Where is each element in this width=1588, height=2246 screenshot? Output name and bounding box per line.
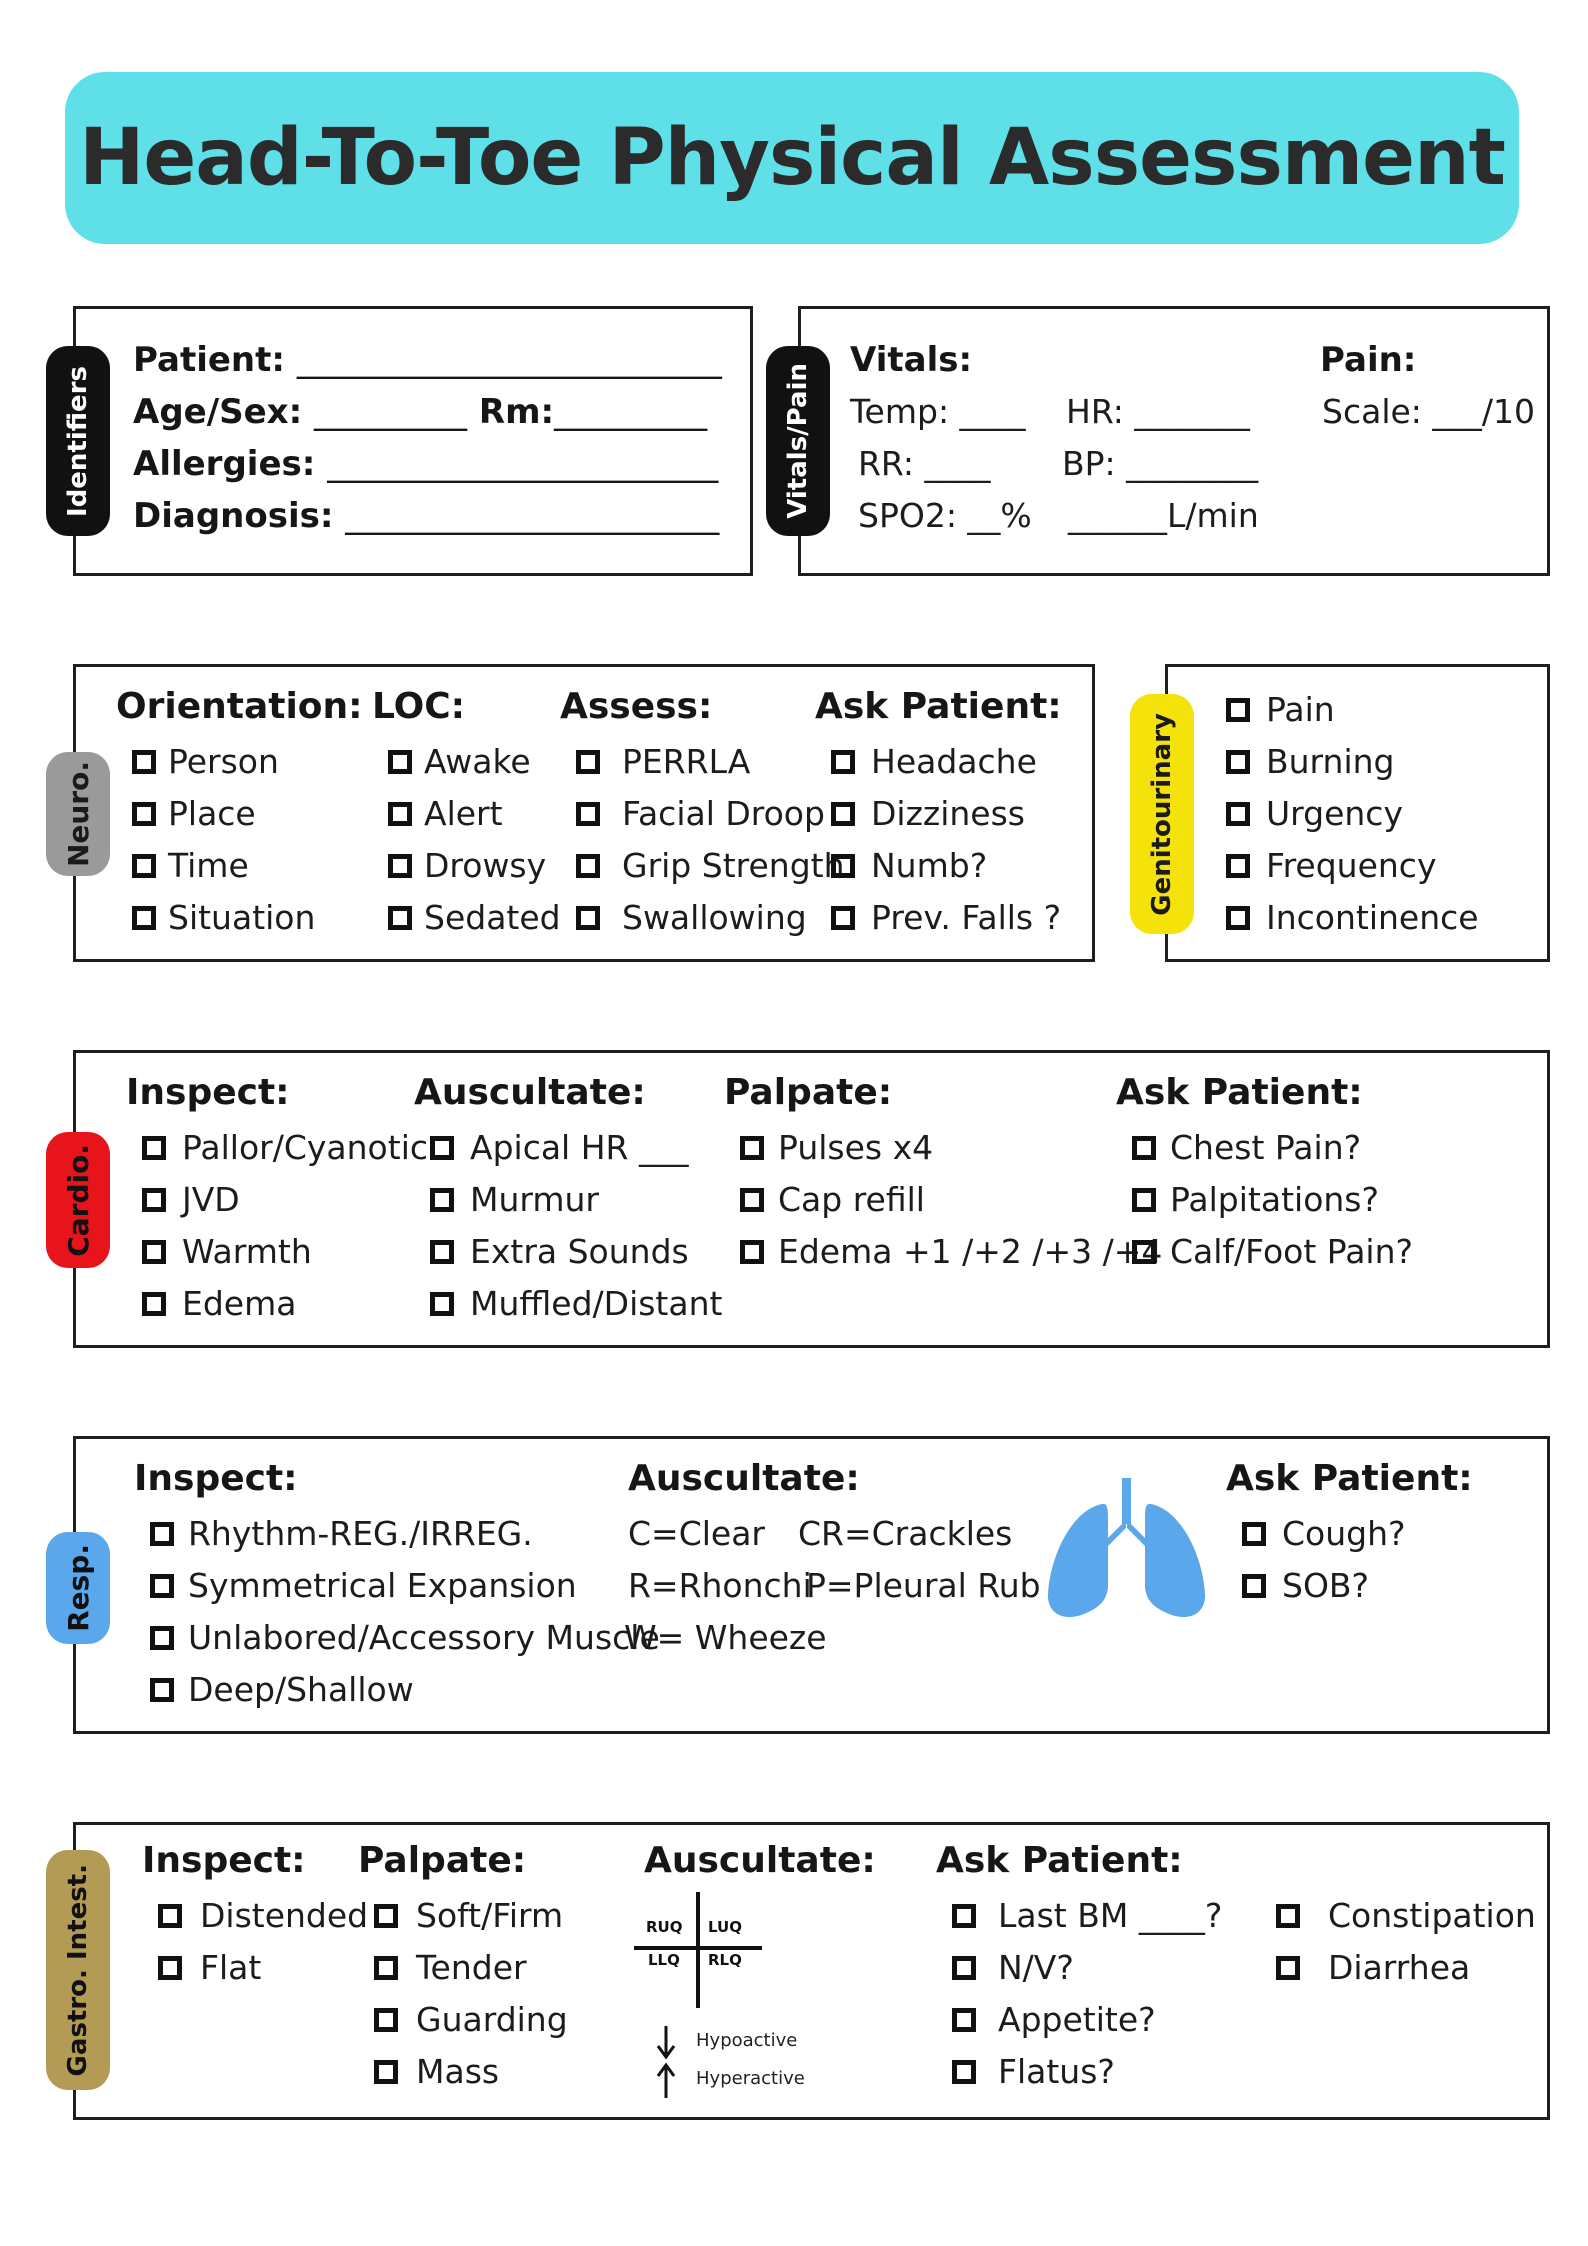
gastro-ask-n-v-item[interactable]	[952, 1948, 1074, 1987]
cardio-auscultate-murmur-checkbox[interactable]	[430, 1188, 454, 1212]
arrow-up-icon	[654, 2062, 678, 2100]
resp-ask-sob-item[interactable]	[1242, 1566, 1369, 1605]
gu-burning-label: Burning	[1266, 742, 1395, 781]
gastro-constipation-item[interactable]	[1276, 1896, 1536, 1935]
neuro-orientation-situation-checkbox[interactable]	[132, 906, 156, 930]
cardio-ask-patient-chest-pain-checkbox[interactable]	[1132, 1136, 1156, 1160]
gastro-ask-last-bm-item[interactable]	[952, 1896, 1222, 1935]
cardio-inspect-edema-item[interactable]	[142, 1284, 296, 1323]
neuro-ask-patient-headache-item[interactable]	[831, 742, 1037, 781]
gastro-ask-flatus-item[interactable]	[952, 2052, 1115, 2091]
resp-legend-c-clear: C=Clear	[628, 1514, 765, 1553]
allergies-field[interactable]: _______________________	[327, 444, 719, 484]
resp-ask-heading: Ask Patient:	[1226, 1458, 1473, 1499]
neuro-assess-perrla-label: PERRLA	[622, 742, 751, 781]
gastro-palpate-mass-label: Mass	[416, 2052, 500, 2091]
abdominal-quadrant-diagram	[632, 1890, 792, 2010]
age-sex-field[interactable]: _________	[314, 392, 468, 432]
patient-field[interactable]: _________________________	[296, 340, 722, 380]
cardio-auscultate-muffled-distant-label: Muffled/Distant	[470, 1284, 723, 1323]
cardio-auscultate-extra-sounds-item[interactable]	[430, 1232, 689, 1271]
gastro-inspect-heading: Inspect:	[142, 1840, 306, 1881]
gastro-ask-flatus-checkbox[interactable]	[952, 2060, 976, 2084]
temp-field[interactable]: Temp: ____	[850, 392, 1026, 431]
cardio-ask-patient-calf-foot-pain-item[interactable]	[1132, 1232, 1413, 1271]
neuro-loc-sedated-item[interactable]	[388, 898, 561, 937]
resp-ask-cough-item[interactable]	[1242, 1514, 1406, 1553]
cardio-ask-patient-heading: Ask Patient:	[1116, 1072, 1363, 1113]
neuro-orientation-time-checkbox[interactable]	[132, 854, 156, 878]
neuro-assess-perrla-item[interactable]	[576, 742, 750, 781]
cardio-inspect-jvd-label: JVD	[182, 1180, 240, 1219]
pain-heading: Pain:	[1320, 340, 1417, 380]
neuro-loc-alert-checkbox[interactable]	[388, 802, 412, 826]
gastro-diarrhea-label: Diarrhea	[1328, 1948, 1471, 1987]
neuro-assess-swallowing-item[interactable]	[576, 898, 807, 937]
gu-pain-item[interactable]	[1226, 690, 1335, 729]
cardio-inspect-heading: Inspect:	[126, 1072, 290, 1113]
neuro-tab	[46, 752, 110, 876]
gastro-inspect-distended-label: Distended	[200, 1896, 369, 1935]
neuro-ask-patient-prev-falls-item[interactable]	[831, 898, 1061, 937]
resp-tab-label: Resp.	[61, 1544, 95, 1632]
rr-field[interactable]: RR: ____	[858, 444, 991, 483]
cardio-ask-patient-chest-pain-item[interactable]	[1132, 1128, 1361, 1167]
neuro-loc-sedated-label: Sedated	[424, 898, 561, 937]
gastro-diarrhea-item[interactable]	[1276, 1948, 1470, 1987]
neuro-orientation-place-label: Place	[168, 794, 256, 833]
vitals-heading: Vitals:	[850, 340, 973, 380]
resp-inspect-unlabored-accessory-muscle-checkbox[interactable]	[150, 1626, 174, 1650]
gastro-ask-heading: Ask Patient:	[936, 1840, 1183, 1881]
cardio-tab-label: Cardio.	[61, 1143, 95, 1257]
quadrant-luq: LUQ	[708, 1918, 742, 1936]
gastro-ask-last-bm-checkbox[interactable]	[952, 1904, 976, 1928]
resp-inspect-deep-shallow-checkbox[interactable]	[150, 1678, 174, 1702]
neuro-loc-awake-checkbox[interactable]	[388, 750, 412, 774]
neuro-orientation-time-label: Time	[168, 846, 249, 885]
cardio-palpate-cap-refill-checkbox[interactable]	[740, 1188, 764, 1212]
gastro-inspect-distended-checkbox[interactable]	[158, 1904, 182, 1928]
neuro-orientation-situation-label: Situation	[168, 898, 316, 937]
identifiers-tab	[46, 346, 110, 536]
neuro-assess-grip-strength-checkbox[interactable]	[576, 854, 600, 878]
cardio-ask-patient-palpitations-item[interactable]	[1132, 1180, 1379, 1219]
cardio-inspect-warmth-label: Warmth	[182, 1232, 312, 1271]
cardio-ask-patient-palpitations-label: Palpitations?	[1170, 1180, 1380, 1219]
cardio-inspect-pallor-cyanotic-checkbox[interactable]	[142, 1136, 166, 1160]
neuro-orientation-heading: Orientation:	[116, 686, 363, 727]
cardio-auscultate-muffled-distant-checkbox[interactable]	[430, 1292, 454, 1316]
gastro-palpate-guarding-checkbox[interactable]	[374, 2008, 398, 2032]
gastro-diarrhea-checkbox[interactable]	[1276, 1956, 1300, 1980]
cardio-inspect-pallor-cyanotic-label: Pallor/Cyanotic	[182, 1128, 429, 1167]
resp-ask-cough-label: Cough?	[1282, 1514, 1406, 1553]
neuro-assess-grip-strength-label: Grip Strength	[622, 846, 845, 885]
resp-legend-cr-crackles: CR=Crackles	[798, 1514, 1013, 1553]
cardio-palpate-edema-1-2-3-4-label: Edema +1 /+2 /+3 /+4	[778, 1232, 1163, 1271]
gastro-palpate-guarding-item[interactable]	[374, 2000, 568, 2039]
resp-inspect-unlabored-accessory-muscle-label: Unlabored/Accessory Muscle	[188, 1618, 660, 1657]
neuro-assess-swallowing-label: Swallowing	[622, 898, 807, 937]
cardio-palpate-cap-refill-label: Cap refill	[778, 1180, 925, 1219]
gu-burning-item[interactable]	[1226, 742, 1395, 781]
gastro-palpate-tender-item[interactable]	[374, 1948, 527, 1987]
cardio-ask-patient-calf-foot-pain-label: Calf/Foot Pain?	[1170, 1232, 1414, 1271]
allergies-label: Allergies: _______________________	[133, 444, 719, 484]
cardio-auscultate-apical-hr-label: Apical HR ___	[470, 1128, 689, 1167]
neuro-loc-drowsy-item[interactable]	[388, 846, 546, 885]
gastro-ask-appetite-item[interactable]	[952, 2000, 1156, 2039]
gastro-palpate-soft-firm-item[interactable]	[374, 1896, 563, 1935]
cardio-ask-patient-calf-foot-pain-checkbox[interactable]	[1132, 1240, 1156, 1264]
rm-label: Rm:	[478, 392, 555, 432]
cardio-auscultate-heading: Auscultate:	[414, 1072, 646, 1113]
cardio-auscultate-murmur-item[interactable]	[430, 1180, 599, 1219]
resp-inspect-symmetrical-expansion-item[interactable]	[150, 1566, 577, 1605]
cardio-inspect-jvd-checkbox[interactable]	[142, 1188, 166, 1212]
cardio-auscultate-extra-sounds-checkbox[interactable]	[430, 1240, 454, 1264]
resp-legend-p-pleural-rub: P=Pleural Rub	[806, 1566, 1041, 1605]
resp-ask-sob-checkbox[interactable]	[1242, 1574, 1266, 1598]
gastro-ask-n-v-label: N/V?	[998, 1948, 1074, 1987]
neuro-tab-label: Neuro.	[61, 760, 95, 868]
gastro-palpate-guarding-label: Guarding	[416, 2000, 568, 2039]
gu-pain-label: Pain	[1266, 690, 1335, 729]
neuro-ask-patient-numb-checkbox[interactable]	[831, 854, 855, 878]
vitals-tab-label: Vitals/Pain	[783, 363, 813, 519]
gastro-palpate-heading: Palpate:	[358, 1840, 527, 1881]
neuro-ask-patient-dizziness-label: Dizziness	[871, 794, 1025, 833]
hypoactive-label: Hypoactive	[696, 2030, 798, 2051]
neuro-ask-patient-headache-label: Headache	[871, 742, 1037, 781]
patient-label: Patient: _________________________	[133, 340, 722, 380]
neuro-assess-facial-droop-checkbox[interactable]	[576, 802, 600, 826]
gastro-tab-label: Gastro. Intest.	[63, 1863, 93, 2077]
arrow-down-icon	[654, 2024, 678, 2060]
neuro-orientation-situation-item[interactable]	[132, 898, 315, 937]
neuro-orientation-place-checkbox[interactable]	[132, 802, 156, 826]
gastro-inspect-flat-item[interactable]	[158, 1948, 261, 1987]
cardio-tab	[46, 1132, 110, 1268]
neuro-loc-heading: LOC:	[372, 686, 466, 727]
gastro-palpate-soft-firm-label: Soft/Firm	[416, 1896, 564, 1935]
neuro-loc-awake-item[interactable]	[388, 742, 531, 781]
cardio-ask-patient-chest-pain-label: Chest Pain?	[1170, 1128, 1362, 1167]
neuro-ask-patient-heading: Ask Patient:	[815, 686, 1062, 727]
gastro-palpate-tender-label: Tender	[416, 1948, 527, 1987]
gastro-palpate-mass-checkbox[interactable]	[374, 2060, 398, 2084]
rm-field[interactable]: _________	[554, 392, 708, 432]
gastro-ask-appetite-label: Appetite?	[998, 2000, 1156, 2039]
gu-frequency-label: Frequency	[1266, 846, 1437, 885]
cardio-palpate-edema-1-2-3-4-item[interactable]	[740, 1232, 1162, 1271]
resp-ask-sob-label: SOB?	[1282, 1566, 1370, 1605]
hr-field[interactable]: HR: _______	[1066, 392, 1250, 431]
resp-inspect-deep-shallow-label: Deep/Shallow	[188, 1670, 414, 1709]
gastro-ask-appetite-checkbox[interactable]	[952, 2008, 976, 2032]
cardio-auscultate-muffled-distant-item[interactable]	[430, 1284, 722, 1323]
neuro-ask-patient-headache-checkbox[interactable]	[831, 750, 855, 774]
gastro-ask-n-v-checkbox[interactable]	[952, 1956, 976, 1980]
age-sex-label: Age/Sex: _________ Rm:_________	[133, 392, 708, 432]
gu-frequency-checkbox[interactable]	[1226, 854, 1250, 878]
cardio-inspect-warmth-item[interactable]	[142, 1232, 312, 1271]
neuro-ask-patient-numb-item[interactable]	[831, 846, 987, 885]
neuro-assess-perrla-checkbox[interactable]	[576, 750, 600, 774]
identifiers-tab-label: Identifiers	[63, 365, 93, 517]
gastro-auscultate-heading: Auscultate:	[644, 1840, 876, 1881]
genitourinary-tab-label: Genitourinary	[1147, 712, 1177, 916]
diagnosis-label: Diagnosis: ______________________	[133, 496, 720, 536]
neuro-ask-patient-dizziness-checkbox[interactable]	[831, 802, 855, 826]
resp-inspect-symmetrical-expansion-checkbox[interactable]	[150, 1574, 174, 1598]
cardio-inspect-jvd-item[interactable]	[142, 1180, 240, 1219]
cardio-auscultate-murmur-label: Murmur	[470, 1180, 600, 1219]
gastro-constipation-label: Constipation	[1328, 1896, 1536, 1935]
gastro-palpate-tender-checkbox[interactable]	[374, 1956, 398, 1980]
gu-incontinence-item[interactable]	[1226, 898, 1479, 937]
gastro-inspect-flat-label: Flat	[200, 1948, 262, 1987]
gu-urgency-checkbox[interactable]	[1226, 802, 1250, 826]
gu-incontinence-checkbox[interactable]	[1226, 906, 1250, 930]
neuro-orientation-person-label: Person	[168, 742, 279, 781]
genitourinary-tab	[1130, 694, 1194, 934]
neuro-ask-patient-prev-falls-checkbox[interactable]	[831, 906, 855, 930]
neuro-orientation-person-item[interactable]	[132, 742, 279, 781]
gastro-constipation-checkbox[interactable]	[1276, 1904, 1300, 1928]
resp-legend-w-wheeze: W= Wheeze	[624, 1618, 827, 1657]
neuro-loc-awake-label: Awake	[424, 742, 531, 781]
cardio-inspect-warmth-checkbox[interactable]	[142, 1240, 166, 1264]
cardio-ask-patient-palpitations-checkbox[interactable]	[1132, 1188, 1156, 1212]
neuro-assess-swallowing-checkbox[interactable]	[576, 906, 600, 930]
neuro-orientation-person-checkbox[interactable]	[132, 750, 156, 774]
cardio-palpate-edema-1-2-3-4-checkbox[interactable]	[740, 1240, 764, 1264]
gastro-ask-flatus-label: Flatus?	[998, 2052, 1115, 2091]
bp-field[interactable]: BP: ________	[1062, 444, 1259, 483]
neuro-orientation-time-item[interactable]	[132, 846, 249, 885]
neuro-ask-patient-prev-falls-label: Prev. Falls ?	[871, 898, 1062, 937]
gu-pain-checkbox[interactable]	[1226, 698, 1250, 722]
cardio-palpate-cap-refill-item[interactable]	[740, 1180, 925, 1219]
gu-burning-checkbox[interactable]	[1226, 750, 1250, 774]
gu-urgency-label: Urgency	[1266, 794, 1403, 833]
resp-inspect-rhythm-reg-irreg-item[interactable]	[150, 1514, 533, 1553]
gu-incontinence-label: Incontinence	[1266, 898, 1479, 937]
resp-inspect-symmetrical-expansion-label: Symmetrical Expansion	[188, 1566, 577, 1605]
gu-urgency-item[interactable]	[1226, 794, 1403, 833]
quadrant-llq: LLQ	[648, 1951, 680, 1969]
cardio-palpate-pulses-x4-label: Pulses x4	[778, 1128, 934, 1167]
cardio-palpate-heading: Palpate:	[724, 1072, 893, 1113]
resp-inspect-heading: Inspect:	[134, 1458, 298, 1499]
hyperactive-label: Hyperactive	[696, 2068, 805, 2089]
resp-inspect-deep-shallow-item[interactable]	[150, 1670, 414, 1709]
neuro-loc-alert-label: Alert	[424, 794, 503, 833]
page-title: Head-To-Toe Physical Assessment	[79, 113, 1505, 203]
gastro-palpate-mass-item[interactable]	[374, 2052, 499, 2091]
resp-auscultate-heading: Auscultate:	[628, 1458, 860, 1499]
cardio-inspect-edema-label: Edema	[182, 1284, 297, 1323]
gastro-tab	[46, 1850, 110, 2090]
cardio-auscultate-apical-hr-checkbox[interactable]	[430, 1136, 454, 1160]
diagnosis-field[interactable]: ______________________	[345, 496, 720, 536]
pain-scale-field[interactable]: Scale: ___/10	[1322, 392, 1536, 431]
resp-inspect-rhythm-reg-irreg-checkbox[interactable]	[150, 1522, 174, 1546]
neuro-orientation-place-item[interactable]	[132, 794, 256, 833]
lungs-icon	[1042, 1476, 1212, 1626]
neuro-loc-alert-item[interactable]	[388, 794, 503, 833]
neuro-loc-drowsy-label: Drowsy	[424, 846, 547, 885]
oxygen-lmin-field[interactable]: ______L/min	[1068, 496, 1259, 535]
cardio-auscultate-apical-hr-item[interactable]	[430, 1128, 688, 1167]
cardio-inspect-pallor-cyanotic-item[interactable]	[142, 1128, 428, 1167]
gastro-ask-last-bm-label: Last BM ____?	[998, 1896, 1223, 1935]
cardio-palpate-pulses-x4-item[interactable]	[740, 1128, 933, 1167]
resp-ask-cough-checkbox[interactable]	[1242, 1522, 1266, 1546]
resp-inspect-unlabored-accessory-muscle-item[interactable]	[150, 1618, 660, 1657]
cardio-auscultate-extra-sounds-label: Extra Sounds	[470, 1232, 689, 1271]
resp-tab	[46, 1532, 110, 1644]
neuro-loc-drowsy-checkbox[interactable]	[388, 854, 412, 878]
gastro-inspect-distended-item[interactable]	[158, 1896, 368, 1935]
neuro-loc-sedated-checkbox[interactable]	[388, 906, 412, 930]
vitals-tab	[766, 346, 830, 536]
title-banner	[65, 72, 1519, 244]
resp-legend-r-rhonchi: R=Rhonchi	[628, 1566, 812, 1605]
neuro-ask-patient-numb-label: Numb?	[871, 846, 988, 885]
gastro-inspect-flat-checkbox[interactable]	[158, 1956, 182, 1980]
cardio-inspect-edema-checkbox[interactable]	[142, 1292, 166, 1316]
neuro-assess-facial-droop-label: Facial Droop	[622, 794, 825, 833]
cardio-palpate-pulses-x4-checkbox[interactable]	[740, 1136, 764, 1160]
gu-frequency-item[interactable]	[1226, 846, 1436, 885]
spo2-field[interactable]: SPO2: __%	[858, 496, 1032, 535]
resp-inspect-rhythm-reg-irreg-label: Rhythm-REG./IRREG.	[188, 1514, 533, 1553]
gastro-palpate-soft-firm-checkbox[interactable]	[374, 1904, 398, 1928]
quadrant-ruq: RUQ	[646, 1918, 683, 1936]
neuro-assess-facial-droop-item[interactable]	[576, 794, 825, 833]
quadrant-rlq: RLQ	[708, 1951, 742, 1969]
neuro-assess-heading: Assess:	[560, 686, 713, 727]
neuro-ask-patient-dizziness-item[interactable]	[831, 794, 1025, 833]
neuro-assess-grip-strength-item[interactable]	[576, 846, 845, 885]
